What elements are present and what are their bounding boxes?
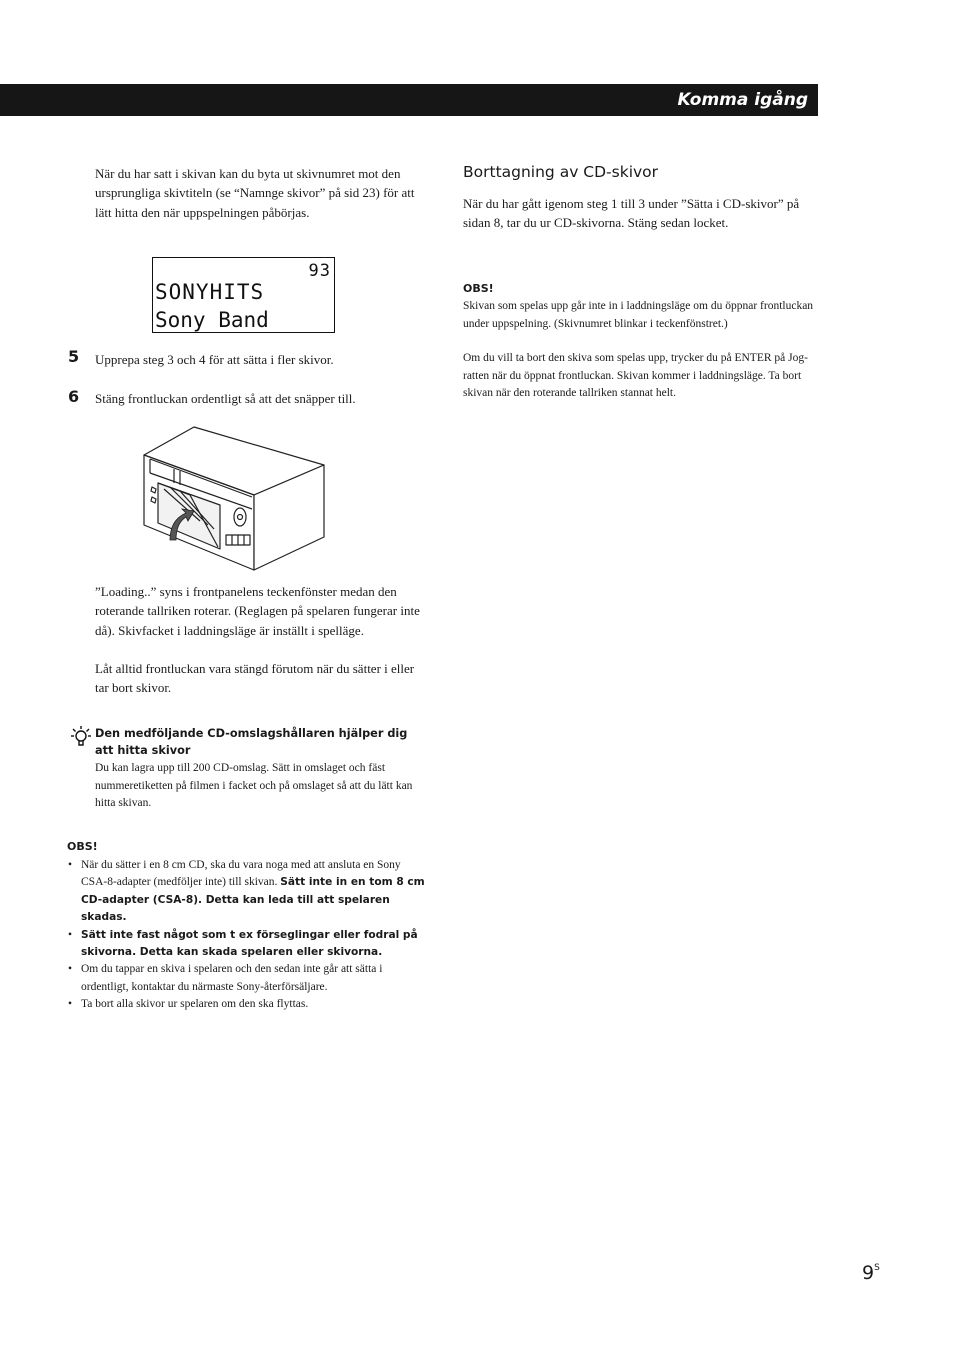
step-number-5: 5: [68, 347, 80, 366]
display-disc-number: 93: [308, 261, 331, 281]
right-note-1: Skivan som spelas upp går inte in i laddningsläge om du öppnar frontluckan under uppspelning. (Skivnumret blinkar i teckenfönstret.): [463, 300, 814, 330]
page-number: [862, 1262, 880, 1284]
list-item: [66, 857, 426, 927]
list-item: [66, 961, 426, 996]
intro-paragraph: När du har satt i skivan kan du byta ut skivnumret mot den ursprungliga skivtiteln (se “Namnge skivor” på sid 23) för att lätt hitta den när uppspelningen påbörjas.: [95, 166, 415, 220]
right-section-heading: Borttagning av CD-skivor: [463, 163, 659, 181]
display-artist-line: Sony Band: [155, 308, 269, 332]
closing-paragraph: Låt alltid frontluckan vara stängd förutom när du sätter i eller tar bort skivor.: [95, 661, 415, 696]
tip-text: Du kan lagra upp till 200 CD-omslag. Sätt in omslaget och fäst nummeretiketten på filmen i facket och på omslaget så att du lätt kan hitta skivan.: [95, 762, 413, 809]
display-title-line: SONYHITS: [155, 280, 265, 304]
note-text: Ta bort alla skivor ur spelaren om den ska flyttas.: [81, 998, 309, 1011]
page-number-suffix: S: [874, 1262, 880, 1273]
right-notes-heading: OBS!: [463, 282, 494, 295]
note-text: Om du tappar en skiva i spelaren och den sedan inte går att sätta i ordentligt, kontaktar du närmaste Sony-återförsäljare.: [81, 963, 383, 993]
tip-heading: Den medföljande CD-omslagshållaren hjälper dig att hitta skivor: [95, 727, 408, 757]
list-item: [66, 927, 426, 962]
page-number-value: 9: [862, 1262, 875, 1284]
step-6-text: Stäng frontluckan ordentligt så att det snäpper till.: [95, 391, 356, 406]
note-text: När du sätter i en 8 cm CD, ska du vara noga med att ansluta en Sony CSA-8-adapter (medföljer inte) till skivan.: [81, 859, 401, 889]
step-number-6: 6: [68, 387, 80, 406]
note-warning: Sätt inte in en tom 8 cm CD-adapter (CSA-8). Detta kan leda till att spelaren skadas.: [81, 876, 425, 924]
right-paragraph: När du har gått igenom steg 1 till 3 under ”Sätta i CD-skivor” på sidan 8, tar du ur CD-skivorna. Stäng sedan locket.: [463, 196, 800, 231]
section-header-bar: [0, 84, 818, 116]
notes-list: [66, 857, 426, 1014]
notes-heading: OBS!: [67, 840, 98, 853]
list-item: [66, 996, 426, 1013]
section-title: Komma igång: [677, 90, 808, 110]
step-5-text: Upprepa steg 3 och 4 för att sätta i fler skivor.: [95, 352, 334, 367]
lightbulb-icon: [70, 724, 92, 748]
right-note-2: Om du vill ta bort den skiva som spelas upp, trycker du på ENTER på Jog-ratten när du öppnat frontluckan. Skivan kommer i laddningsläge. Ta bort skivan när den roterande tallriken stannat helt.: [463, 352, 808, 399]
cd-player-illustration: [140, 425, 326, 573]
note-warning: Sätt inte fast något som t ex förseglingar eller fodral på skivorna. Detta kan skada spelaren eller skivorna.: [81, 928, 418, 959]
display-window: [152, 257, 335, 333]
loading-paragraph: ”Loading..” syns i frontpanelens teckenfönster medan den roterande tallriken roterar. (Reglagen på spelaren fungerar inte då). Skivfacket i laddningsläge är inställt i spelläge.: [95, 584, 420, 638]
